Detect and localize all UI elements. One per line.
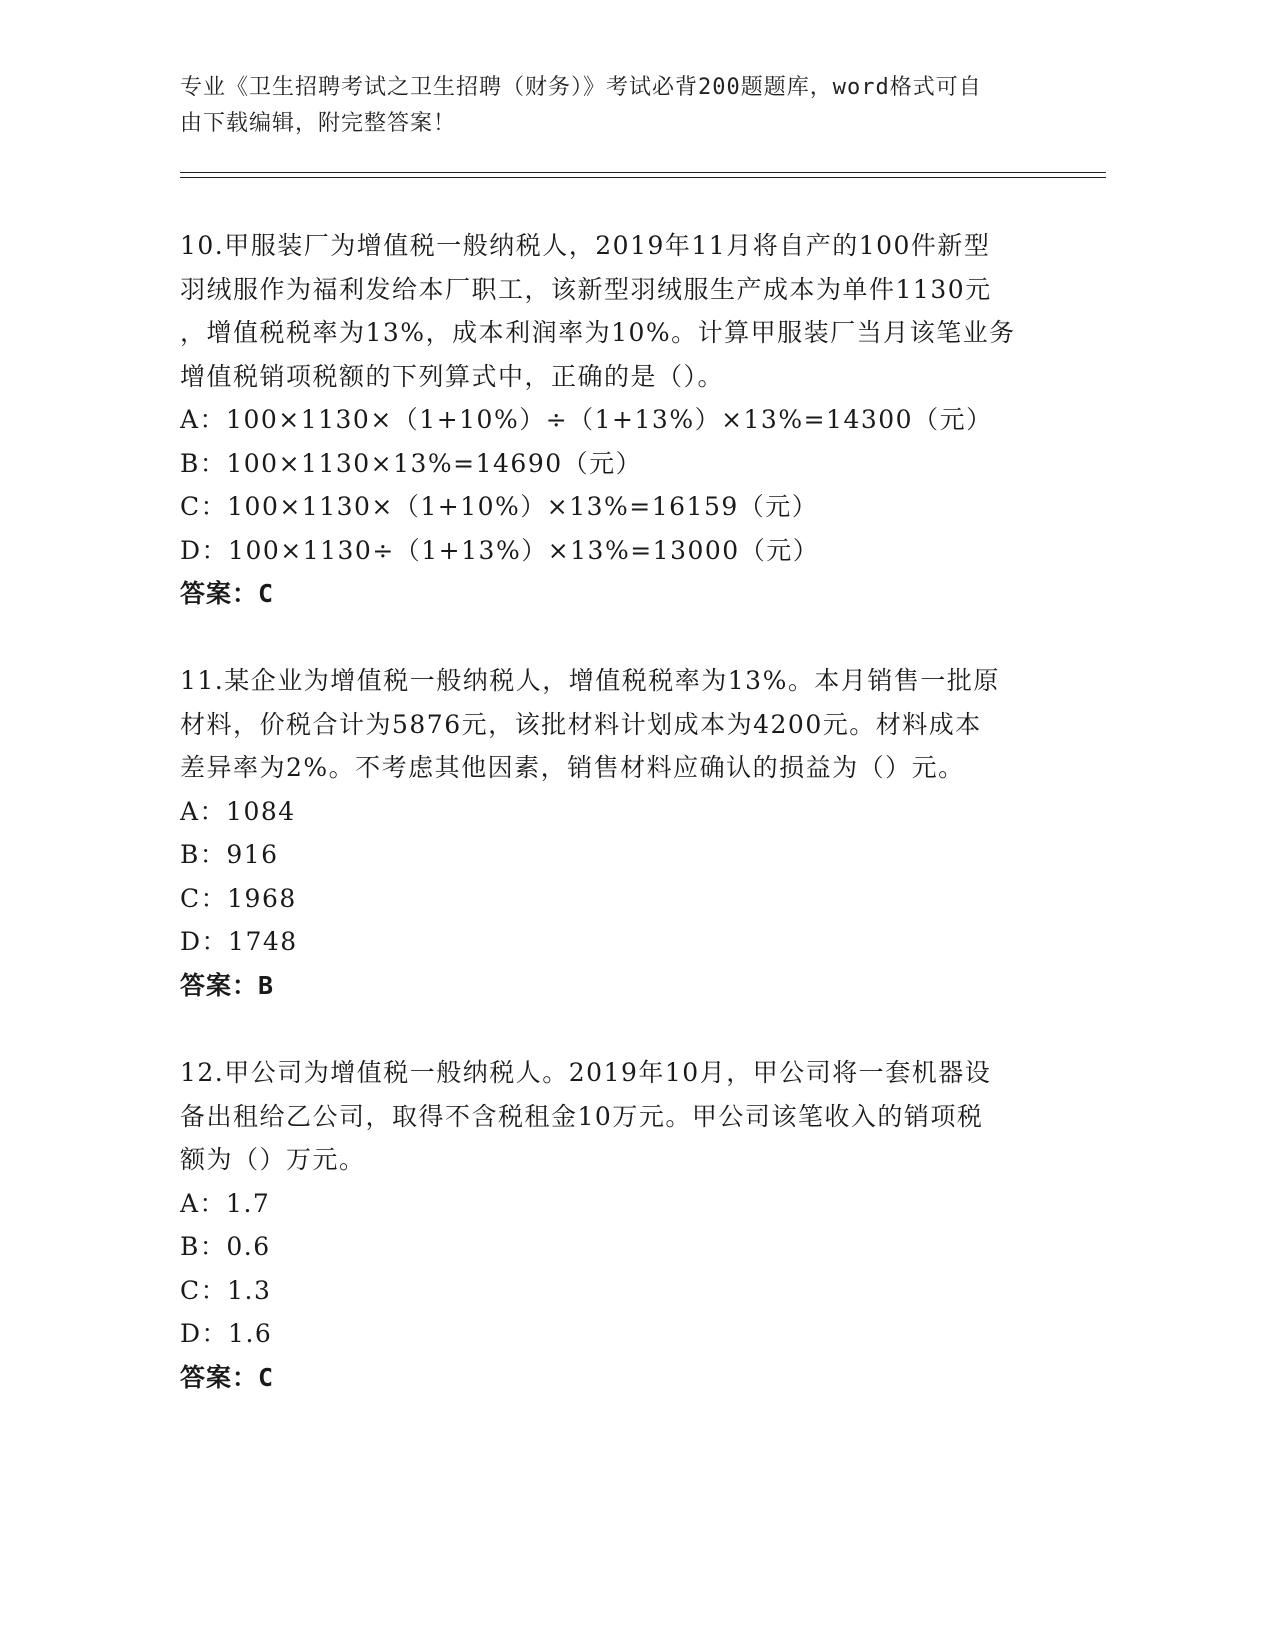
question-stem-line: 11.某企业为增值税一般纳税人，增值税税率为13%。本月销售一批原 — [180, 666, 1000, 695]
question-stem-line: 差异率为2%。不考虑其他因素，销售材料应确认的损益为（）元。 — [180, 753, 965, 782]
option-b: B：0.6 — [180, 1232, 271, 1261]
question-stem-line: 材料，价税合计为5876元，该批材料计划成本为4200元。材料成本 — [180, 709, 982, 739]
question-11 — [180, 659, 1040, 1007]
question-12 — [180, 1051, 1040, 1399]
answer-line: 答案：B — [180, 970, 275, 1000]
question-stem-line: 羽绒服作为福利发给本厂职工，该新型羽绒服生产成本为单件1130元 — [180, 274, 992, 304]
option-b: B：916 — [180, 840, 279, 869]
option-a: A：1084 — [180, 796, 296, 826]
question-stem-line: 额为（）万元。 — [180, 1145, 366, 1174]
header-line-1: 专业《卫生招聘考试之卫生招聘（财务）》考试必背200题题库，word格式可自 — [180, 75, 982, 100]
document-header — [180, 70, 1040, 142]
option-d: D：100×1130÷（1+13%）×13%=13000（元） — [180, 535, 820, 565]
header-divider-top — [180, 172, 1106, 173]
option-c: C：100×1130×（1+10%）×13%=16159（元） — [180, 492, 819, 521]
option-c: C：1968 — [180, 883, 297, 913]
question-10 — [180, 224, 1040, 616]
header-line-2: 由下载编辑，附完整答案！ — [180, 111, 457, 136]
answer-line: 答案：C — [180, 579, 275, 608]
question-stem-line: 10.甲服装厂为增值税一般纳税人，2019年11月将自产的100件新型 — [180, 231, 991, 260]
option-b: B：100×1130×13%=14690（元） — [180, 448, 643, 478]
question-stem-line: 备出租给乙公司，取得不含税租金10万元。甲公司该笔收入的销项税 — [180, 1101, 984, 1131]
option-a: A：100×1130×（1+10%）÷（1+13%）×13%=14300（元） — [180, 405, 993, 434]
header-divider-bottom — [180, 177, 1106, 178]
question-stem-line: ，增值税税率为13%，成本利润率为10%。计算甲服装厂当月该笔业务 — [180, 318, 1016, 347]
answer-line: 答案：C — [180, 1362, 275, 1392]
option-d: D：1748 — [180, 927, 298, 956]
question-stem-line: 12.甲公司为增值税一般纳税人。2019年10月，甲公司将一套机器设 — [180, 1058, 992, 1087]
option-d: D：1.6 — [180, 1319, 273, 1348]
option-c: C：1.3 — [180, 1275, 272, 1305]
option-a: A：1.7 — [180, 1188, 271, 1218]
question-stem-line: 增值税销项税额的下列算式中，正确的是（）。 — [180, 361, 725, 391]
